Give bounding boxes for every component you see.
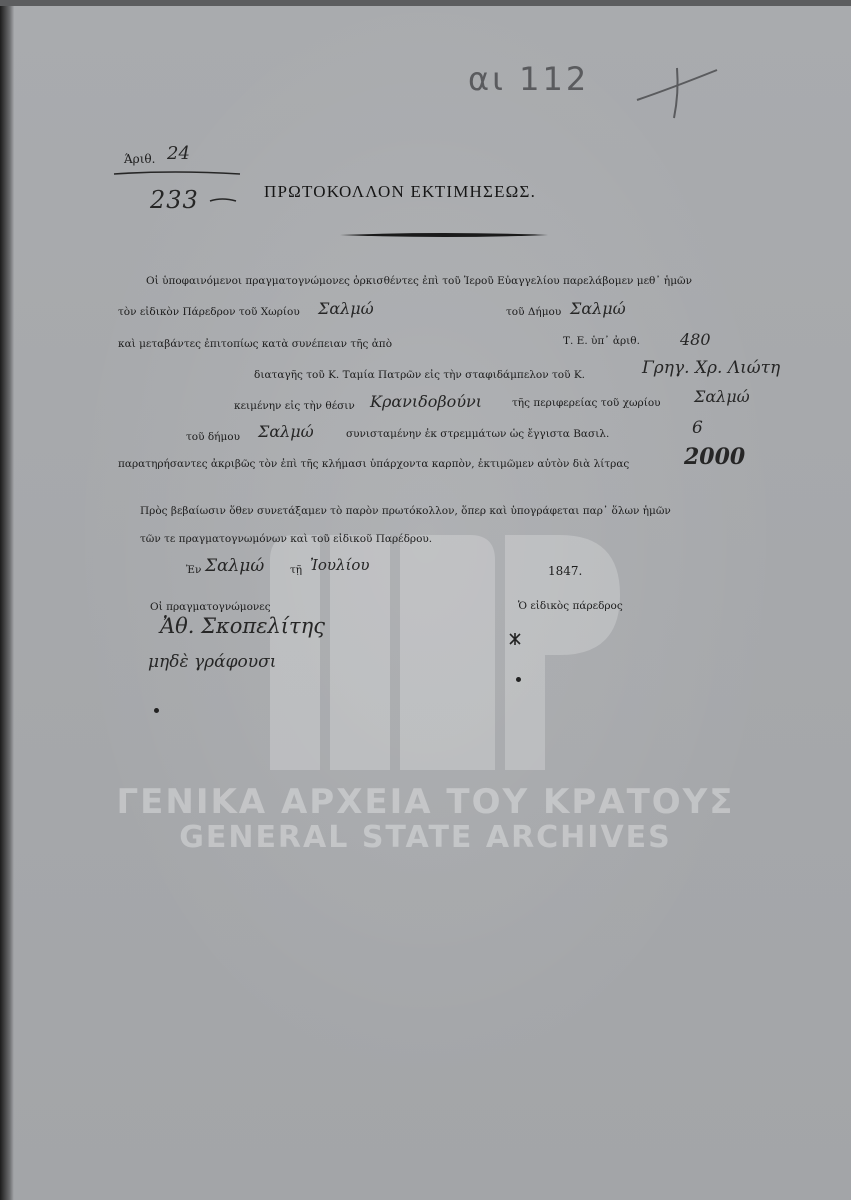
date-year: 1847. [548, 564, 583, 578]
body-line-7a: παρατηρήσαντες ἀκριβῶς τὸν ἐπὶ τῆς κλήμασι ὑπάρχοντα καρπὸν, ἐκτιμῶμεν αὐτὸν διὰ λίτρας [118, 458, 630, 470]
hw-municipality: Σαλμώ [570, 299, 626, 318]
body-line-3b: Τ. Ε. ὑπ᾽ ἀριθ. [563, 335, 640, 347]
hw-litres: 2000 [684, 444, 746, 470]
hw-date-month: Ἰουλίου [310, 556, 370, 574]
hw-municipality-2: Σαλμώ [258, 422, 314, 441]
scan-edge-top [0, 0, 851, 6]
document-title: ΠΡΩΤΟΚΟΛΛΟΝ ΕΚΤΙΜΗΣΕΩΣ. [264, 182, 537, 201]
hw-location: Κρανιδοβούνι [370, 392, 483, 411]
protocol-number-dash [208, 196, 238, 206]
hw-owner: Γρηγ. Χρ. Λιώτη [642, 358, 781, 378]
number-underline [112, 168, 242, 178]
body-line-1: Οἱ ὑποφαινόμενοι πραγματογνώμονες ὁρκισθέντες ἐπὶ τοῦ Ἱεροῦ Εὐαγγελίου παρελάβομεν μεθ᾽ ἡμῶν [146, 275, 692, 287]
body-line-4a: διαταγῆς τοῦ Κ. Ταμία Πατρῶν εἰς τὴν σταφιδάμπελον τοῦ Κ. [254, 369, 585, 381]
ink-dot-2 [154, 708, 159, 713]
signature-1: Ἀθ. Σκοπελίτης [160, 614, 325, 638]
body-line-5b: τῆς περιφερείας τοῦ χωρίου [512, 397, 661, 409]
assessor-label: Ὁ εἰδικὸς πάρεδρος [518, 600, 623, 612]
watermark-english: GENERAL STATE ARCHIVES [179, 820, 672, 855]
watermark-greek: ΓΕΝΙΚΑ ΑΡΧΕΙΑ ΤΟΥ ΚΡΑΤΟΥΣ [116, 782, 735, 822]
hw-date-place: Σαλμώ [205, 556, 265, 576]
hw-order-number: 480 [680, 330, 711, 349]
para2-line-1: Πρὸς βεβαίωσιν ὅθεν συνετάξαμεν τὸ παρὸν πρωτόκολλον, ὅπερ καὶ ὑπογράφεται παρ᾽ ὅλων ἡμῶν [140, 505, 671, 517]
title-divider-ornament [340, 232, 548, 238]
para2-line-2: τῶν τε πραγματογνωμόνων καὶ τοῦ εἰδικοῦ Παρέδρου. [140, 533, 433, 545]
number-value: 24 [167, 143, 190, 164]
date-en-label: Ἐν [186, 564, 202, 576]
archive-note: αι 112 [468, 60, 590, 98]
hw-stremmata: 6 [692, 418, 703, 438]
body-line-5a: κειμένην εἰς τὴν θέσιν [234, 400, 355, 412]
body-line-6b: συνισταμένην ἐκ στρεμμάτων ὡς ἔγγιστα Βασιλ. [346, 428, 610, 440]
signature-2: μηδὲ γράφουσι [148, 652, 277, 672]
hw-village-2: Σαλμώ [694, 387, 750, 406]
date-day-label: τῇ [290, 564, 303, 576]
protocol-number: 233 [150, 186, 199, 214]
body-line-3a: καὶ μεταβάντες ἐπιτοπίως κατὰ συνέπειαν τῆς ἀπὸ [118, 338, 393, 350]
pencil-cross-mark [632, 60, 722, 120]
number-label: Άριθ. [124, 152, 156, 166]
hw-village: Σαλμώ [318, 299, 374, 318]
body-line-2a: τὸν εἰδικὸν Πάρεδρον τοῦ Χωρίου [118, 306, 300, 318]
experts-label: Οἱ πραγματογνώμονες [150, 601, 271, 613]
ink-dot [516, 677, 521, 682]
body-line-6a: τοῦ δήμου [186, 431, 240, 443]
body-line-2b: τοῦ Δήμου [506, 306, 562, 318]
ink-mark [508, 632, 522, 646]
